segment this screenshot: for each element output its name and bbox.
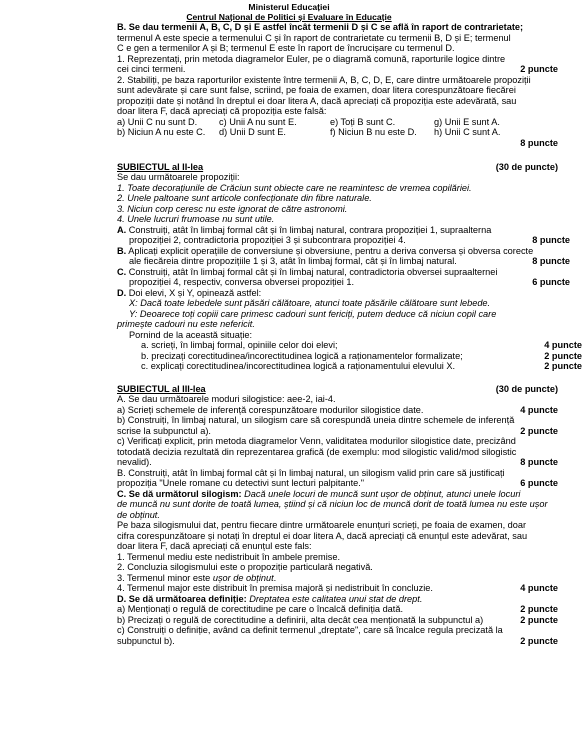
points-label: 2 puncte (544, 361, 582, 371)
s2-d-item: b. precizați corectitudinea/incorectitudinea logică a raționamentelor formalizate; 2 puncte (141, 350, 582, 361)
s3-c-line: C. Se dă următorul silogism: Dacă unele locuri de muncă sunt ușor de obținut, atunci unele locuri (117, 488, 521, 499)
s3-d-item: a) Menționați o regulă de corectitudine pe care o încalcă definiția dată. 2 puncte (117, 604, 558, 614)
s3-c-instr: doar litera F, dacă apreciați că enunțul este fals: (117, 541, 312, 551)
s1-intro-line: C e gen a termenilor A și B; termenul E este în raport de încrucișare cu termenul D. (117, 43, 455, 53)
header-ministry: Ministerul Educației (248, 2, 330, 12)
proposition: 3. Niciun corp ceresc nu este ignorat de către astronomi. (117, 203, 348, 214)
s2-c-line: propoziției 4, respectiv, conversa obversei propoziției 1. 6 puncte (129, 277, 570, 287)
s3-a-item: b) Construiți, în limbaj natural, un silogism care să corespundă uneia dintre schemele de inferență (117, 415, 515, 425)
s2-a-line: A. Construiți, atât în limbaj formal cât și în limbaj natural, contrara propoziției 1, supraalterna (117, 224, 492, 235)
subject-3-title: SUBIECTUL al III-lea (30 de puncte) (117, 383, 558, 394)
s1-q2-text: 2. Stabiliți, pe baza raporturilor existente între termenii A, B, C, D, E, care dintre următoarele propoziții (117, 74, 531, 85)
s1-q2-text: sunt adevărate și care sunt false, scriind, pe foaia de examen, doar litera corespunzătoare fiecărei (117, 85, 516, 95)
s3-a-item: a) Scrieți schemele de inferență corespunzătoare modurilor silogistice date. 4 puncte (117, 404, 558, 415)
s2-d-from: Pornind de la această situație: (129, 329, 253, 340)
proposition: 1. Toate decorațiunile de Crăciun sunt obiecte care ne reamintesc de vremea copilăriei. (117, 182, 472, 193)
points-label: 8 puncte (532, 256, 570, 266)
s2-c-line: C. Construiți, atât în limbaj formal cât și în limbaj natural, contradictoria obversei supraalternei (117, 266, 498, 277)
s1-q2-text: doar litera F, dacă apreciați că propoziția este falsă: (117, 106, 327, 116)
s3-a-item: scrise la subpunctul a). 2 puncte (117, 425, 558, 436)
s3-b-line: propoziția "Unele romane cu detectivi sunt lecturi palpitante." 6 puncte (117, 478, 558, 488)
student-y-opinion: Y: Deoarece toți copiii care primesc cadouri sunt fericiți, putem deduce că niciun copil care (129, 308, 497, 319)
s2-a-line: propoziției 2, contradictoria propoziției 3 și subcontrara propoziției 4. 8 puncte (129, 235, 570, 245)
points-label: 4 puncte (520, 583, 558, 593)
proposition: 2. Unele paltoane sunt articole confecționate din fibre naturale. (117, 193, 372, 203)
subject-3 (0, 394, 578, 646)
s3-b-line: B. Construiți, atât în limbaj formal cât și în limbaj natural, un silogism valid prin care să justificați (117, 467, 505, 478)
points-label: 8 puncte (532, 235, 570, 245)
s1-options-row-1: a) Unii C nu sunt D. c) Unii A nu sunt E. e) Toți B sunt C. g) Unii E sunt A. (117, 116, 500, 127)
points-label: 2 puncte (520, 635, 558, 646)
subject-2 (0, 172, 582, 372)
s3-a-item: c) Verificați explicit, prin metoda diagramelor Venn, validitatea modurilor silogistice date, precizând (117, 436, 516, 446)
s2-d-item: c. explicați corectitudinea/incorectitudinea logică a raționamentului elevului X. 2 puncte (141, 361, 582, 371)
s1-q1-text: 1. Reprezentați, prin metoda diagramelor Euler, pe o diagramă comună, raporturile logice dintre (117, 53, 506, 64)
s1-options-row-2: b) Niciun A nu este C. d) Unii D sunt E. f) Niciun B nu este D. h) Unii C sunt A. (117, 127, 501, 137)
points-label: 2 puncte (520, 425, 558, 436)
points-label: 2 puncte (544, 350, 582, 361)
header-center: Centrul Național de Politici și Evaluare în Educație (186, 12, 392, 22)
points-label: 2 puncte (520, 64, 558, 74)
s3-d-item: subpunctul b). 2 puncte (117, 635, 558, 646)
s2-intro: Se dau următoarele propoziții: (117, 172, 240, 182)
points-label: 2 puncte (520, 614, 558, 625)
s3-statement: 1. Termenul mediu este nedistribuit în ambele premise. (117, 551, 340, 562)
points-label: 8 puncte (520, 457, 558, 467)
points-label: 6 puncte (520, 478, 558, 488)
s1-q2-text: propoziții date și notând în dreptul ei doar litera A, dacă apreciați că propoziția este adevărată, sau (117, 95, 517, 106)
subject-1-b (0, 22, 578, 149)
s2-b-line: ale fiecăreia dintre propozițiile 1 și 3, atât în limbaj formal, cât și în limbaj natural. 8 puncte (129, 256, 570, 266)
points-label: 2 puncte (520, 604, 558, 614)
s3-d-item: b) Precizați o regulă de corectitudine a definirii, alta decât cea menționată la subpunctul a) 2 puncte (117, 614, 558, 625)
s3-c-instr: Pe baza silogismului dat, pentru fiecare dintre următoarele enunțuri scrieți, pe foaia de examen, doar (117, 520, 527, 530)
s3-a-item: nevalid). 8 puncte (117, 457, 558, 467)
points-label: 8 puncte (520, 137, 558, 148)
points-label: 6 puncte (532, 277, 570, 287)
proposition: 4. Unele lucruri frumoase nu sunt utile. (117, 214, 275, 224)
s3-d-line: D. Se dă următoarea definiție: Dreptatea este calitatea unui stat de drept. (117, 593, 423, 604)
s2-b-line: B. Aplicați explicit operațiile de conversiune și obversiune, pentru a deriva conversa și obversa corecte (117, 245, 534, 256)
s3-statement: 4. Termenul major este distribuit în premisa majoră și nedistribuit în concluzie. 4 puncte (117, 583, 558, 593)
s2-d-line: D. Doi elevi, X și Y, opinează astfel: (117, 287, 262, 298)
s1-intro-line: termenul A este specie a termenului C și în raport de contrarietate cu termenii B, D și E; termenul (117, 32, 511, 43)
s3-a-item: totodată decizia rezultată din reprezentarea grafică (de exemplu: mod silogistic valid/mod silogistic (117, 446, 517, 457)
student-x-opinion: X: Dacă toate lebedele sunt păsări călătoare, atunci toate păsările călătoare sunt lebede. (129, 298, 491, 308)
points-label: 4 puncte (520, 404, 558, 415)
s1-q1-line: cei cinci termeni. 2 puncte (117, 64, 558, 74)
s3-statement: 3. Termenul minor este ușor de obținut. (117, 572, 277, 583)
s1-q2-points-line (117, 138, 560, 149)
s3-c-line: de obținut. (117, 509, 160, 520)
s2-d-item: a. scrieți, în limbaj formal, opiniile celor doi elevi; 4 puncte (141, 340, 582, 350)
s3-statement: 2. Concluzia silogismului este o propoziție particulară negativă. (117, 562, 373, 572)
s3-c-instr: cifra corespunzătoare și notați în dreptul ei doar litera A, dacă apreciați că enunțul este adevărat, sau (117, 530, 528, 541)
s3-a-intro: A. Se dau următoarele moduri silogistice: aee-2, iai-4. (117, 394, 336, 404)
s3-c-line: de muncă nu sunt dorite de toată lumea, știind și că niciun loc de muncă dorit de toată lumea nu este ușor (117, 499, 548, 509)
points-label: 4 puncte (544, 340, 582, 350)
s3-d-item: c) Construiți o definiție, având ca definit termenul „dreptate", care să încalce regula precizată la (117, 625, 503, 635)
student-y-opinion: primește cadouri nu este nefericit. (117, 319, 255, 329)
subject-2-title: SUBIECTUL al II-lea (30 de puncte) (117, 161, 558, 172)
s1-intro-line: B. Se dau termenii A, B, C, D și E astfel încât termenii D și C se află în raport de contrarietate; (117, 22, 524, 32)
